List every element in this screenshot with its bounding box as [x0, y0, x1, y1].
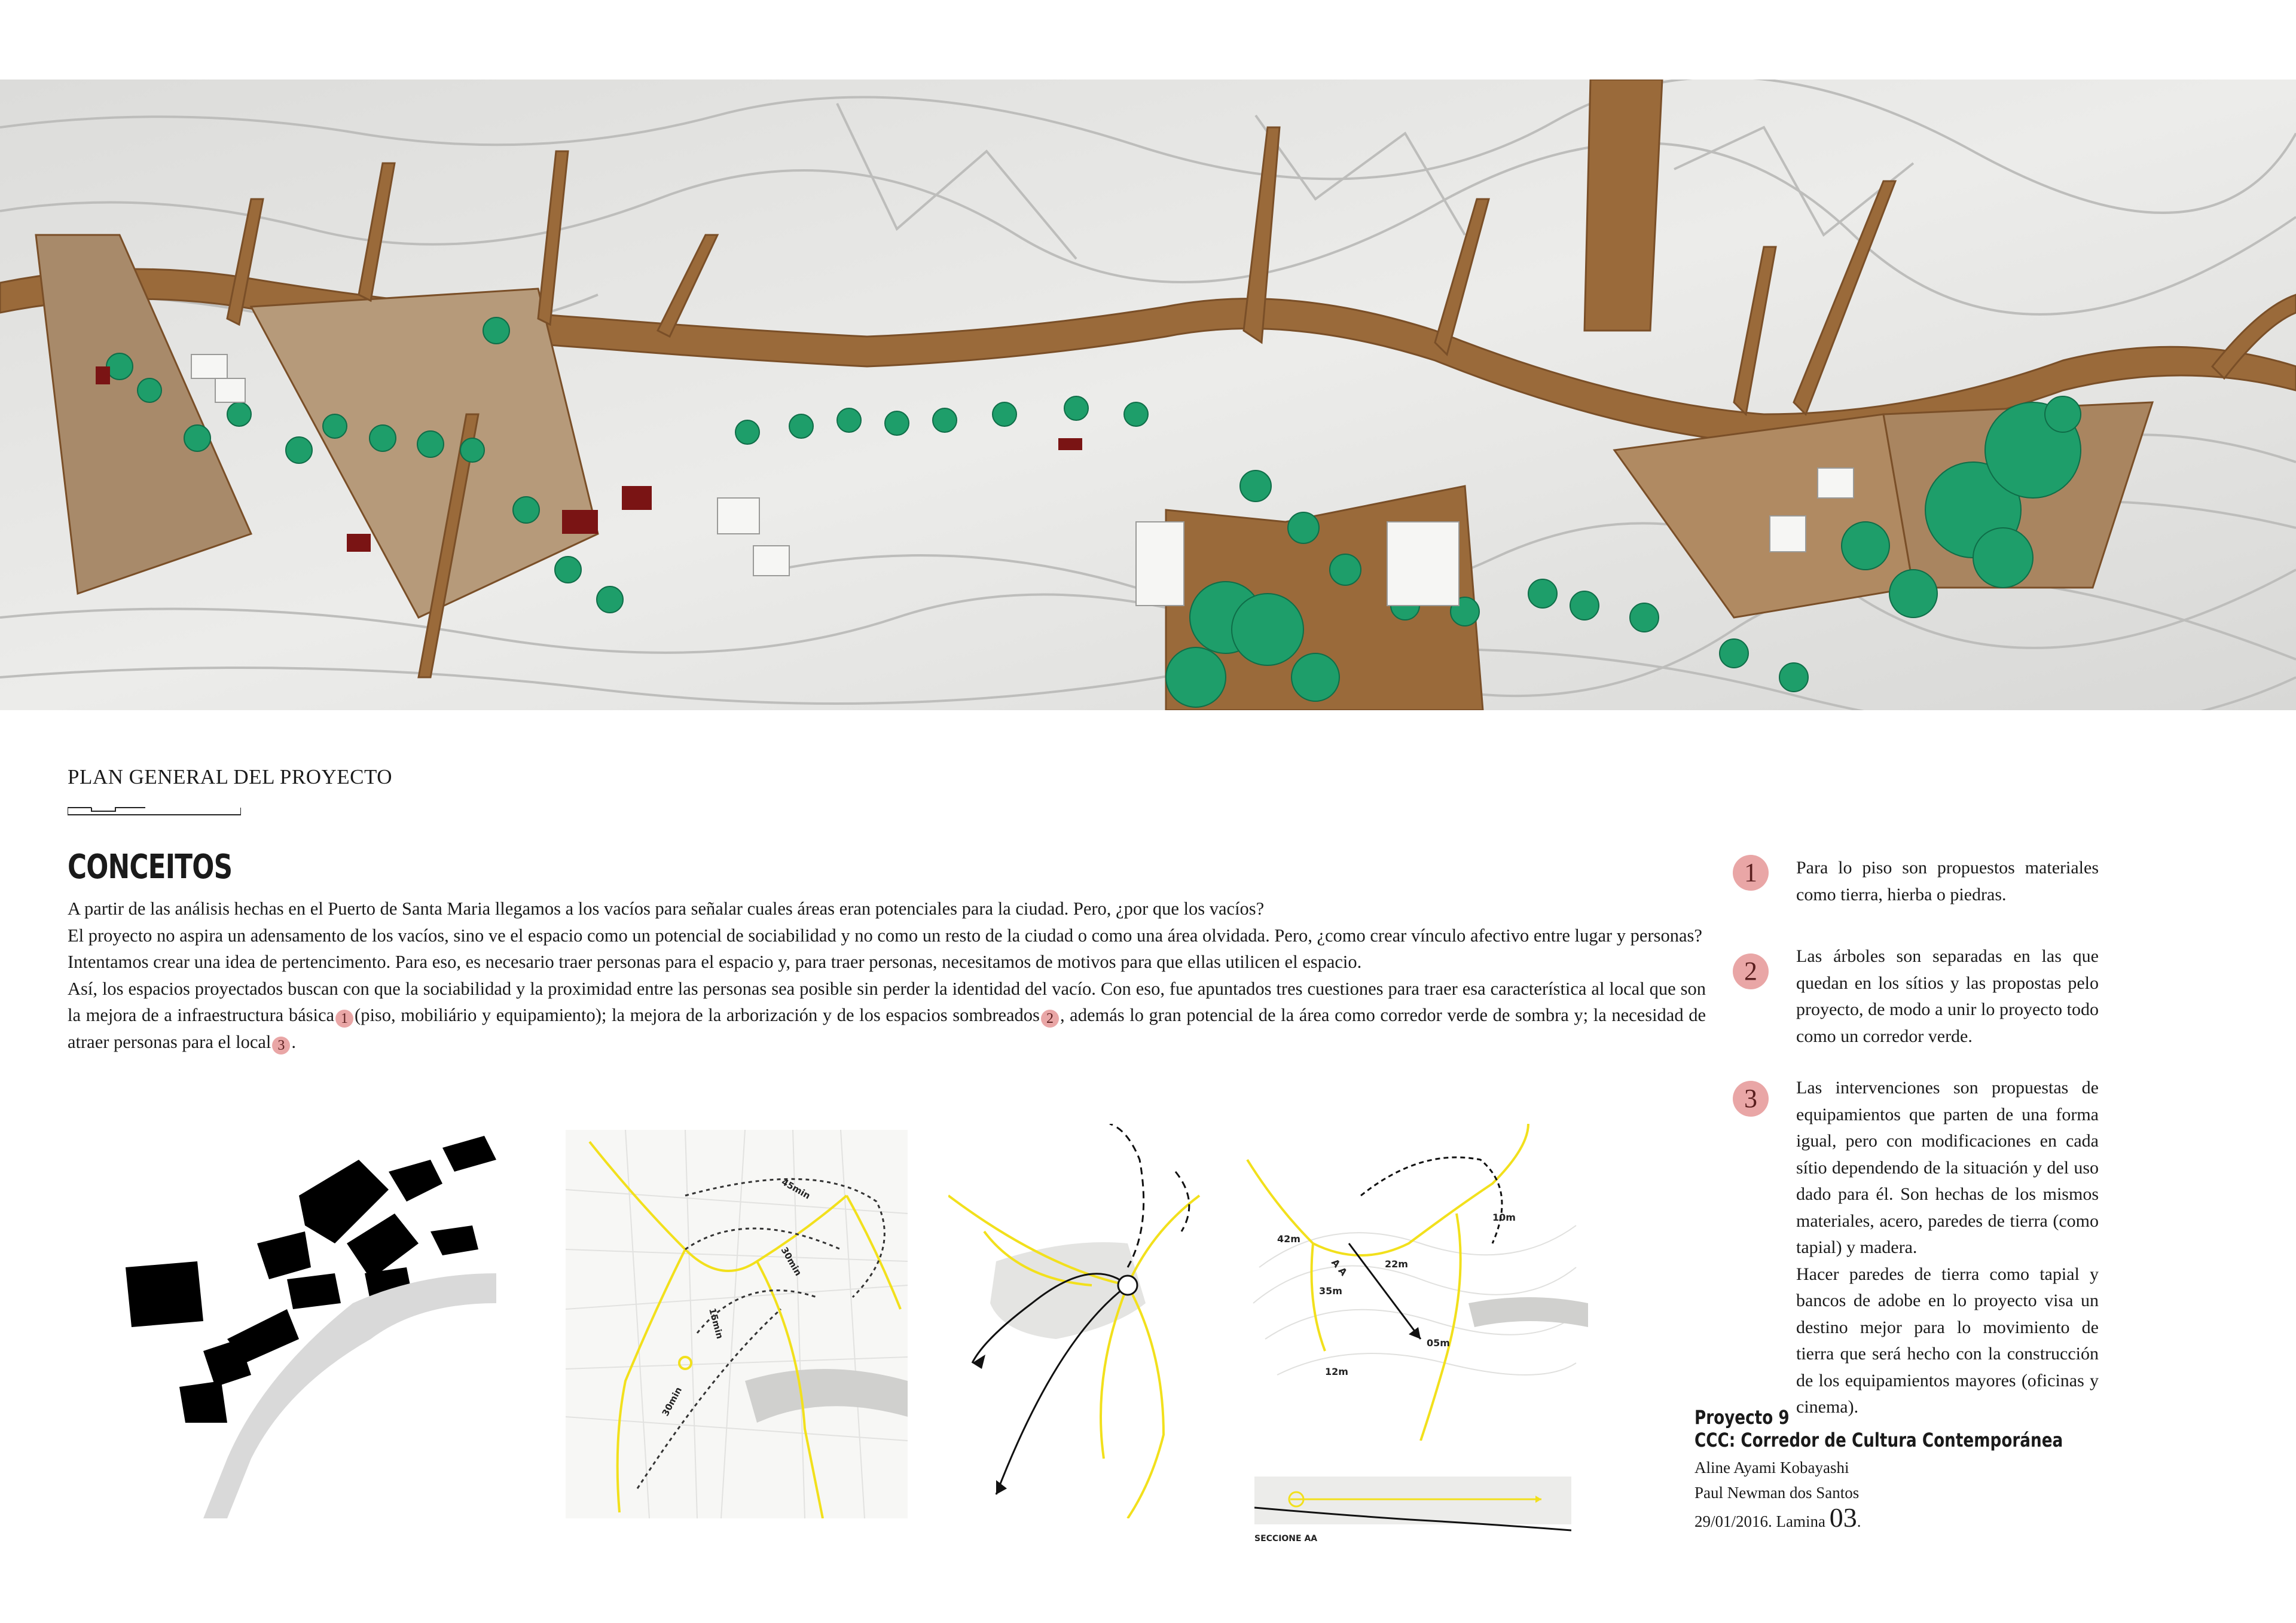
walk-time-label: 15min — [707, 1307, 726, 1340]
date-sheet — [1694, 1502, 2233, 1534]
route-diagram — [948, 1124, 1229, 1518]
project-name: CCC: Corredor de Cultura Contemporánea — [1694, 1429, 2063, 1451]
height-label: 12m — [1325, 1366, 1348, 1377]
height-label: 05m — [1427, 1337, 1450, 1349]
body-paragraph-3: Intentamos crear una idea de pertencimento. Para eso, es necesario traer personas para el espacio y, para traer personas, necesitamos de motivos para que ellas utilicen el espacio. — [68, 952, 1362, 972]
walk-time-label: 45min — [780, 1176, 813, 1202]
note-text-1: Para lo piso son propuestos materiales como tierra, hierba o piedras. — [1796, 858, 2099, 904]
body-paragraph-2: El proyecto no aspira un adensamento de los vacíos, sino ve el espacio como un potencial de sociabilidad y no como un resto de la ciudad o como una área olvidada. Pero, ¿como crear vínculo afectivo entre lugar y personas? — [68, 925, 1702, 946]
height-label: 35m — [1319, 1285, 1342, 1297]
note-text-3b: Hacer paredes de tierra como tapial y bancos de adobe en lo proyecto visa un destino mejor para lo movimiento de tierra que será hecho con la construcción de los equipamientos mayores (oficinas y cinema). — [1796, 1264, 2099, 1417]
project-number: Proyecto 9 — [1694, 1406, 1790, 1429]
body-paragraph-4 — [68, 976, 1706, 1056]
walk-time-label: 30min — [778, 1245, 804, 1278]
date-suffix: . — [1857, 1512, 1861, 1530]
section-aa-diagram — [1254, 1472, 1571, 1543]
number-badge-2: 2 — [1041, 1010, 1059, 1028]
note-text-3a: Las intervenciones son propuestas de equipamientos que parten de una forma igual, pero con modificaciones en cada sítio dependendo de la situación y del uso dado para él. Son hechas de los mismos materiales, acero, paredes de tierra (como tapial) y madera. — [1796, 1078, 2099, 1257]
note-badge-1: 1 — [1733, 855, 1769, 891]
project-credits — [1694, 1406, 2233, 1534]
note-badge-2: 2 — [1733, 953, 1769, 989]
height-label: 42m — [1277, 1233, 1300, 1245]
body-paragraph-1: A partir de las análisis hechas en el Puerto de Santa Maria llegamos a los vacíos para señalar cuales áreas eran potenciales para la ciudad. Pero, ¿por que los vacíos? — [68, 898, 1265, 919]
plan-title: PLAN GENERAL DEL PROYECTO — [68, 765, 393, 788]
height-label: 10m — [1492, 1212, 1516, 1223]
section-marker: A A — [1329, 1257, 1349, 1278]
sheet-number: 03 — [1829, 1502, 1857, 1533]
walk-time-label: 30min — [660, 1385, 685, 1418]
author-2: Paul Newman dos Santos — [1694, 1484, 1860, 1502]
author-1: Aline Ayami Kobayashi — [1694, 1459, 1849, 1477]
height-label: 22m — [1385, 1258, 1408, 1270]
concepts-heading: CONCEITOS — [68, 848, 233, 887]
section-label: SECCIONE AA — [1254, 1534, 1318, 1543]
scale-bar — [68, 803, 241, 816]
body-text-segment: . — [291, 1031, 297, 1052]
body-text-segment: (piso, mobiliário y equipamiento); la mejora de la arborización y de los espacios sombreados — [355, 1005, 1040, 1025]
concepts-body — [68, 895, 1706, 1055]
height-diagram — [1241, 1124, 1588, 1441]
note-text-2: Las árboles son separadas en las que quedan en los sítios y las propostas pelo proyecto, de modo a unir lo proyecto todo como un corredor verde. — [1796, 946, 2099, 1046]
site-model-photo — [0, 80, 2296, 710]
walking-time-map — [566, 1130, 908, 1518]
note-badge-3: 3 — [1733, 1081, 1769, 1117]
body-text-segment: Así, los espacios proyectados buscan con que la sociabilidad y la proximidad entre las personas sea posible sin perder la identidad del vacío. Con eso, fue apuntados tres cuestiones para traer esa característica al local que son la mejora de a infraestructura básica — [68, 978, 1706, 1025]
date-text: 29/01/2016. Lamina — [1694, 1512, 1830, 1530]
number-badge-1: 1 — [335, 1010, 353, 1028]
body-text-segment: , además lo gran potencial de la área como corredor verde de sombra y; la necesidad de atraer personas para el local — [68, 1005, 1706, 1052]
note-text-3 — [1796, 1075, 2099, 1421]
number-badge-3: 3 — [272, 1037, 290, 1055]
figure-ground-diagram — [108, 1124, 520, 1518]
